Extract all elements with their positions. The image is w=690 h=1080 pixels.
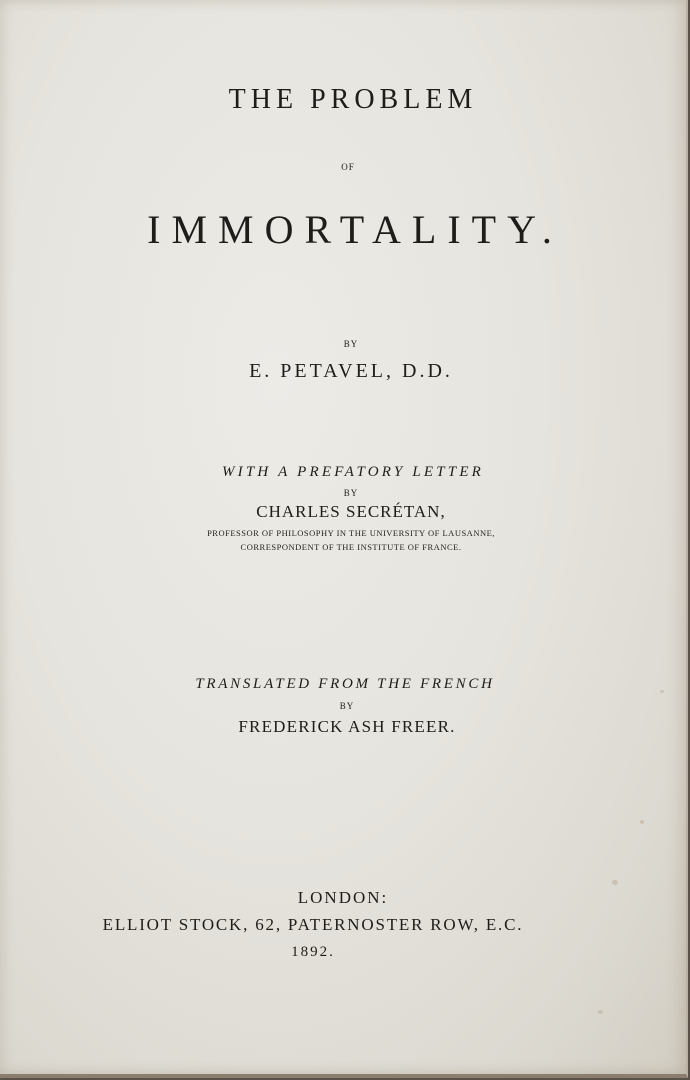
translator-name: FREDERICK ASH FREER.: [238, 717, 456, 736]
prefatory-credential-1: PROFESSOR OF PHILOSOPHY IN THE UNIVERSITY OF LAUSANNE,: [207, 528, 495, 538]
imprint-year: 1892.: [291, 944, 335, 960]
author-name: E. PETAVEL, D.D.: [249, 360, 453, 382]
title-of: OF: [341, 162, 355, 172]
translation-heading: TRANSLATED FROM THE FRENCH: [195, 676, 495, 692]
prefatory-author: CHARLES SECRÉTAN,: [256, 502, 446, 521]
imprint-publisher: ELLIOT STOCK, 62, PATERNOSTER ROW, E.C.: [102, 915, 524, 934]
foxing-spot: [598, 1010, 603, 1014]
author-by: BY: [343, 339, 359, 349]
imprint-city: LONDON:: [297, 888, 389, 907]
prefatory-by: BY: [343, 488, 359, 498]
title-line-2: IMMORTALITY.: [147, 207, 563, 252]
prefatory-heading: WITH A PREFATORY LETTER: [221, 464, 485, 480]
prefatory-credential-2: CORRESPONDENT OF THE INSTITUTE OF FRANCE.: [240, 542, 462, 552]
foxing-spot: [612, 880, 618, 885]
translation-by: BY: [339, 701, 355, 711]
title-line-1: THE PROBLEM: [228, 84, 478, 115]
foxing-spot: [640, 820, 644, 824]
